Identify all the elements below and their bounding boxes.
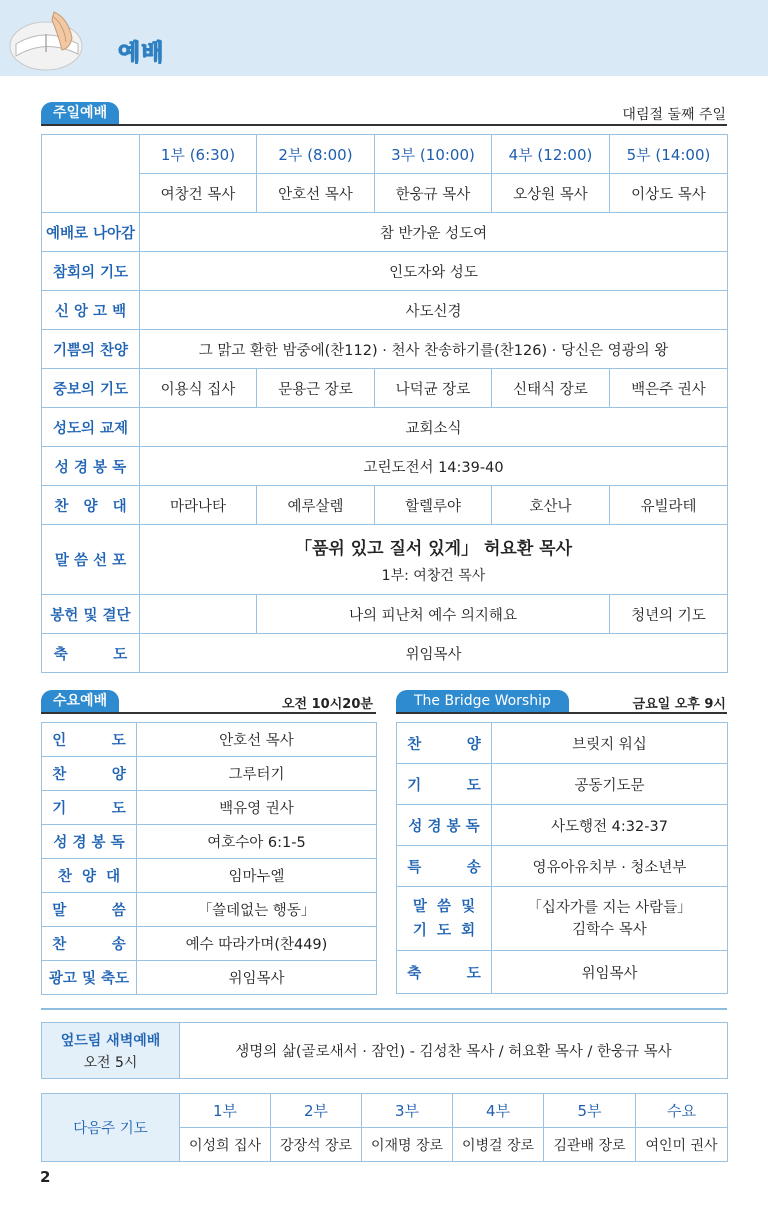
row-value: 교회소식 [140,408,728,447]
row-value: 사도행전 4:32-37 [492,805,728,846]
row-label: 말 씀 [42,893,137,927]
row-label: 특 송 [397,846,492,887]
next-week-prayer-table [41,1093,728,1162]
row-label: 찬 송 [42,927,137,961]
row-value: 고린도전서 14:39-40 [140,447,728,486]
row-value: 위임목사 [140,634,728,673]
row-label: 말 씀 선 포 [42,525,140,595]
service-pastor: 여창건 목사 [140,174,257,213]
choir-name: 유빌라테 [610,486,728,525]
praying-hands-bible-icon [6,4,94,74]
sermon-cell [140,525,728,595]
row-value: 「쓸데없는 행동」 [137,893,377,927]
next-week-person: 김관배 장로 [544,1128,636,1162]
wednesday-worship-table [41,722,377,995]
offering-song: 나의 피난처 예수 의지해요 [257,595,610,634]
next-week-col: 5부 [544,1094,636,1128]
wednesday-rule [41,712,376,714]
row-label: 말 씀 및 기 도 회 [397,887,492,951]
service-pastor: 안호선 목사 [257,174,375,213]
row-value: 인도자와 성도 [140,252,728,291]
bridge-rule [396,712,727,714]
row-value: 안호선 목사 [137,723,377,757]
row-label: 인 도 [42,723,137,757]
intercessor: 나덕균 장로 [375,369,492,408]
next-week-person: 여인미 권사 [636,1128,728,1162]
sunday-worship-tag: 주일예배 [41,102,119,124]
row-label: 신 앙 고 백 [42,291,140,330]
choir-name: 할렐루야 [375,486,492,525]
row-label: 축 도 [397,951,492,994]
wednesday-worship-tag: 수요예배 [41,690,119,712]
row-label: 축 도 [42,634,140,673]
service-pastor: 한웅규 목사 [375,174,492,213]
row-value: 브릿지 워십 [492,723,728,764]
row-label: 찬 양 대 [42,859,137,893]
dawn-rule [41,1008,727,1010]
row-label: 중보의 기도 [42,369,140,408]
dawn-worship-table [41,1022,728,1079]
row-value: 여호수아 6:1-5 [137,825,377,859]
bridge-worship-table [396,722,728,994]
service-time: 4부 (12:00) [492,135,610,174]
row-value: 위임목사 [137,961,377,995]
row-value: 그 맑고 환한 밤중에(찬112) · 천사 찬송하기를(찬126) · 당신은 영광의 왕 [140,330,728,369]
next-week-label: 다음주 기도 [42,1094,180,1162]
row-value: 공동기도문 [492,764,728,805]
row-label: 성 경 봉 독 [397,805,492,846]
intercessor: 문용근 장로 [257,369,375,408]
page-number: 2 [40,1168,51,1186]
youth-prayer: 청년의 기도 [610,595,728,634]
page-title: 예배 [118,40,165,66]
wednesday-note: 오전 10시20분 [282,697,373,712]
next-week-person: 이재명 장로 [362,1128,453,1162]
intercessor: 신태식 장로 [492,369,610,408]
choir-name: 호산나 [492,486,610,525]
next-week-person: 이병걸 장로 [453,1128,544,1162]
row-label: 성도의 교제 [42,408,140,447]
service-pastor: 이상도 목사 [610,174,728,213]
sermon-title: 「품위 있고 질서 있게」 허요환 목사 [294,539,573,559]
row-value: 영유아유치부 · 청소년부 [492,846,728,887]
service-pastor: 오상원 목사 [492,174,610,213]
row-label: 기쁨의 찬양 [42,330,140,369]
next-week-person: 강장석 장로 [271,1128,362,1162]
row-label: 성 경 봉 독 [42,825,137,859]
intercessor: 이용식 집사 [140,369,257,408]
row-label: 성 경 봉 독 [42,447,140,486]
row-label: 예배로 나아감 [42,213,140,252]
dawn-label: 엎드림 새벽예배 [60,1032,161,1049]
row-label: 광고 및 축도 [42,961,137,995]
row-label: 찬 양 [397,723,492,764]
row-label: 기 도 [42,791,137,825]
next-week-col: 1부 [180,1094,271,1128]
row-label: 찬 양 [42,757,137,791]
row-label: 찬 양 대 [42,486,140,525]
sunday-worship-table [41,134,728,673]
next-week-col: 4부 [453,1094,544,1128]
service-time: 3부 (10:00) [375,135,492,174]
next-week-col: 수요 [636,1094,728,1128]
row-value: 그루터기 [137,757,377,791]
bridge-worship-tag: The Bridge Worship [396,690,569,712]
empty-cell [140,595,257,634]
row-label: 봉헌 및 결단 [42,595,140,634]
row-value: 「십자가를 지는 사람들」 김학수 목사 [492,887,728,951]
row-value: 예수 따라가며(찬449) [137,927,377,961]
choir-name: 예루살렘 [257,486,375,525]
next-week-col: 3부 [362,1094,453,1128]
row-value: 사도신경 [140,291,728,330]
row-label: 참회의 기도 [42,252,140,291]
dawn-value: 생명의 삶(골로새서 · 잠언) - 김성찬 목사 / 허요환 목사 / 한웅규 목사 [180,1023,728,1079]
next-week-col: 2부 [271,1094,362,1128]
bridge-note: 금요일 오후 9시 [632,697,726,712]
corner-cell [42,135,140,213]
row-label: 기 도 [397,764,492,805]
dawn-time: 오전 5시 [83,1054,138,1071]
sunday-note: 대림절 둘째 주일 [622,107,726,123]
row-value: 백유영 권사 [137,791,377,825]
service-time: 2부 (8:00) [257,135,375,174]
row-value: 임마누엘 [137,859,377,893]
page-header [0,0,768,76]
sermon-sub: 1부: 여창건 목사 [381,568,486,584]
dawn-label-cell [42,1023,180,1079]
service-time: 1부 (6:30) [140,135,257,174]
row-value: 위임목사 [492,951,728,994]
next-week-person: 이성희 집사 [180,1128,271,1162]
choir-name: 마라나타 [140,486,257,525]
sunday-rule [41,124,727,126]
row-value: 참 반가운 성도여 [140,213,728,252]
intercessor: 백은주 권사 [610,369,728,408]
service-time: 5부 (14:00) [610,135,728,174]
